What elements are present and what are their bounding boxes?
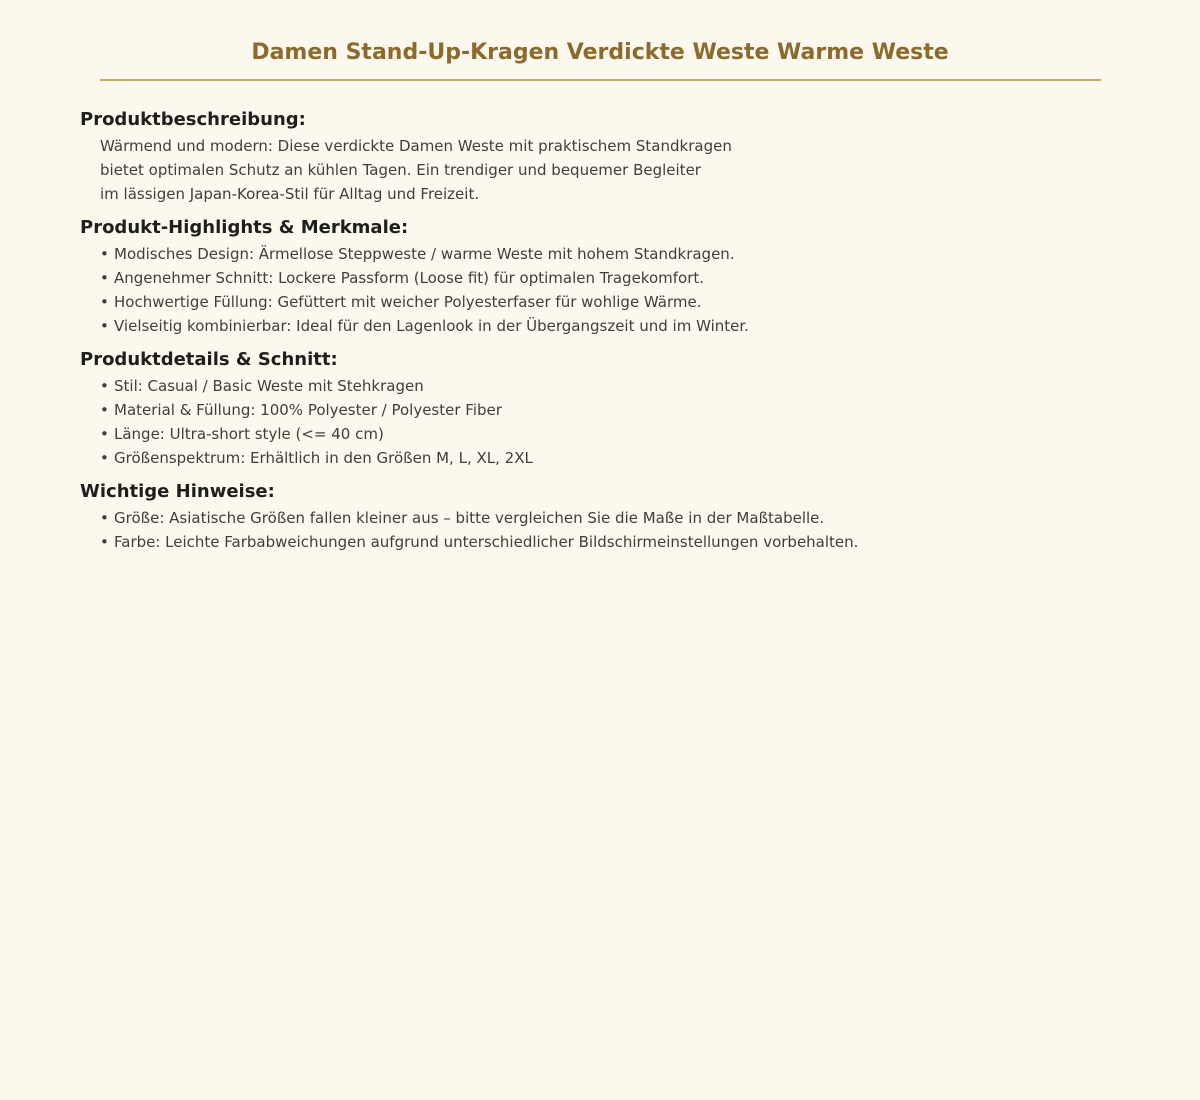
list-item-text: Größe: Asiatische Größen fallen kleiner aus – bitte vergleichen Sie die Maße in der Maßtabelle. (114, 509, 825, 527)
list-item (100, 374, 1120, 398)
product-content (80, 108, 1120, 564)
list-item (100, 446, 1120, 470)
bullet-icon: • (100, 269, 109, 287)
page-title: Damen Stand-Up-Kragen Verdickte Weste Warme Weste (251, 40, 949, 65)
list-item (100, 290, 1120, 314)
list-item (100, 242, 1120, 266)
section-description (80, 108, 1120, 206)
bullet-icon: • (100, 293, 109, 311)
list-item (100, 314, 1120, 338)
section-notes (80, 480, 1120, 554)
bullet-icon: • (100, 377, 109, 395)
list-item (100, 422, 1120, 446)
bullet-icon: • (100, 449, 109, 467)
list-item-text: Farbe: Leichte Farbabweichungen aufgrund unterschiedlicher Bildschirmeinstellungen vorbehalten. (114, 533, 859, 551)
description-line: Wärmend und modern: Diese verdickte Damen Weste mit praktischem Standkragen (100, 137, 732, 155)
description-paragraph (100, 134, 1120, 206)
section-heading-description: Produktbeschreibung: (80, 109, 306, 130)
list-item (100, 266, 1120, 290)
list-item-text: Länge: Ultra-short style (<= 40 cm) (114, 425, 384, 443)
list-item (100, 530, 1120, 554)
section-highlights (80, 216, 1120, 338)
bullet-icon: • (100, 245, 109, 263)
title-divider (100, 79, 1101, 81)
section-heading-highlights: Produkt-Highlights & Merkmale: (80, 217, 409, 238)
description-line: bietet optimalen Schutz an kühlen Tagen. Ein trendiger und bequemer Begleiter (100, 161, 701, 179)
notes-list (80, 506, 1120, 554)
list-item (100, 398, 1120, 422)
section-heading-notes: Wichtige Hinweise: (80, 481, 275, 502)
bullet-icon: • (100, 401, 109, 419)
bullet-icon: • (100, 509, 109, 527)
list-item-text: Größenspektrum: Erhältlich in den Größen M, L, XL, 2XL (114, 449, 533, 467)
list-item (100, 506, 1120, 530)
bullet-icon: • (100, 317, 109, 335)
list-item-text: Material & Füllung: 100% Polyester / Polyester Fiber (114, 401, 502, 419)
list-item-text: Hochwertige Füllung: Gefüttert mit weicher Polyesterfaser für wohlige Wärme. (114, 293, 702, 311)
section-details (80, 348, 1120, 470)
list-item-text: Stil: Casual / Basic Weste mit Stehkragen (114, 377, 424, 395)
list-item-text: Modisches Design: Ärmellose Steppweste / warme Weste mit hohem Standkragen. (114, 245, 735, 263)
section-heading-details: Produktdetails & Schnitt: (80, 349, 338, 370)
bullet-icon: • (100, 533, 109, 551)
details-list (80, 374, 1120, 470)
bullet-icon: • (100, 425, 109, 443)
description-line: im lässigen Japan-Korea-Stil für Alltag und Freizeit. (100, 185, 480, 203)
list-item-text: Angenehmer Schnitt: Lockere Passform (Loose fit) für optimalen Tragekomfort. (114, 269, 705, 287)
list-item-text: Vielseitig kombinierbar: Ideal für den Lagenlook in der Übergangszeit und im Winter. (114, 317, 749, 335)
highlights-list (80, 242, 1120, 338)
